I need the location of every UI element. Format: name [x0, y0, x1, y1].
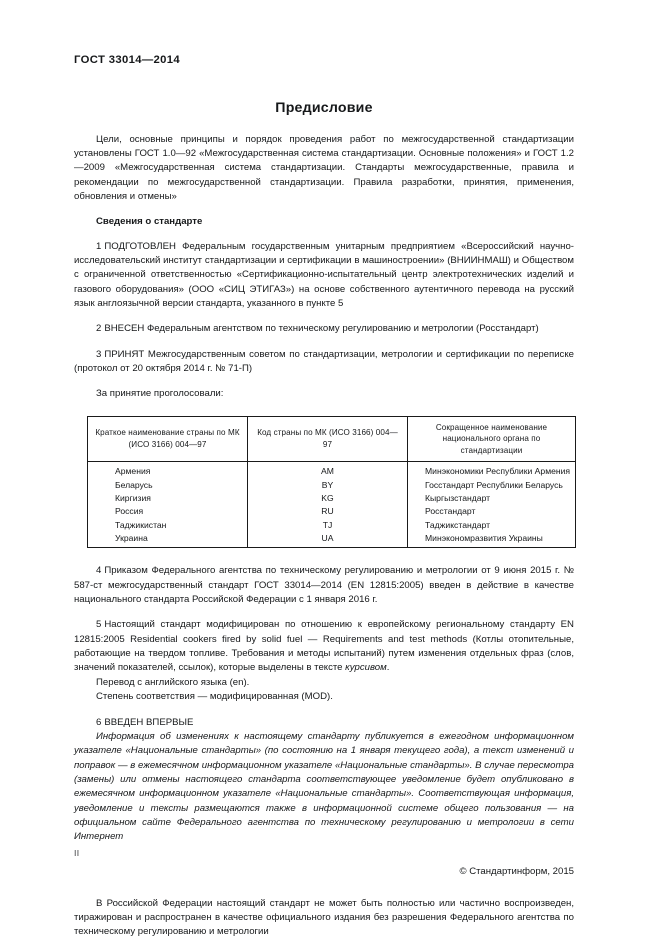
table-row	[88, 518, 576, 531]
clause-2	[74, 322, 574, 336]
cell-code: BY	[248, 478, 408, 491]
page-title: Предисловие	[275, 99, 373, 116]
cell-country: Армения	[88, 461, 248, 478]
clause-5-note-translation: Перевод с английского языка (en).	[96, 676, 250, 688]
cell-code: TJ	[248, 518, 408, 531]
clause-5	[74, 618, 574, 675]
clause-4-text: Приказом Федерального агентства по техническому регулированию и метрологии от 9 июня 2015 г. № 587-ст межгосударственный стандарт ГОСТ 33014—2014 (EN 12815:2005) введен в действие в качестве национального стандарта Российской Федерации с 1 января 2016 г.	[74, 565, 574, 606]
clause-1	[74, 240, 574, 312]
cell-country: Украина	[88, 531, 248, 548]
clause-1-text: ПОДГОТОВЛЕН Федеральным государственным унитарным предприятием «Всероссийский научно-исследовательский институт стандартизации и сертификации в машиностроении» (ВНИИНМАШ) и Обществом с ограниченной ответственностью «Сертификационно-испытательный центр электротехнических изделий и газового оборудования» (ООО «СИЦ ЭТИГАЗ») на основе собственного аутентичного перевода на русский язык англоязычной версии стандарта, указанного в пункте 5	[74, 240, 574, 309]
table-row	[88, 478, 576, 491]
cell-code: AM	[248, 461, 408, 478]
clause-5-italic-term: курсивом	[345, 662, 387, 674]
column-header-body: Сокращенное наименование национального органа по стандартизации	[408, 416, 576, 461]
cell-country: Таджикистан	[88, 518, 248, 531]
table-row	[88, 491, 576, 504]
cell-country: Беларусь	[88, 478, 248, 491]
clause-6-number: 6	[96, 716, 102, 728]
voting-table-body	[88, 461, 576, 548]
clause-6	[74, 716, 574, 730]
cell-body: Минэкономики Республики Армения	[408, 461, 576, 478]
cell-country: Россия	[88, 505, 248, 518]
column-header-country: Краткое наименование страны по МК (ИСО 3166) 004—97	[88, 416, 248, 461]
clause-5-text: Настоящий стандарт модифицирован по отношению к европейскому региональному стандарту EN 12815:2005 Residential cookers fired by solid fuel — Requirements and test methods (Котлы отопительные, работающие на твердом топливе. Требования и методы испытаний) путем изменения отдельных фраз (слов, значений показателей, ссылок), которые выделены в тексте	[74, 619, 574, 674]
clause-2-number: 2	[96, 323, 102, 335]
clause-3-text: ПРИНЯТ Межгосударственным советом по стандартизации, метрологии и сертификации по переписке (протокол от 20 октября 2014 г. № 71-П)	[74, 348, 574, 375]
clause-4	[74, 564, 574, 607]
document-header-standard-number: ГОСТ 33014—2014	[74, 54, 181, 66]
cell-code: UA	[248, 531, 408, 548]
voting-table	[87, 416, 576, 549]
intro-paragraph: Цели, основные принципы и порядок проведения работ по межгосударственной стандартизации установлены ГОСТ 1.0—92 «Межгосударственная система стандартизации. Основные положения» и ГОСТ 1.2—2009 «Межгосударственная система стандартизации. Стандарты межгосударственные, правила и рекомендации по межгосударственной стандартизации. Правила разработки, принятия, применения, обновления и отмены»	[74, 133, 574, 202]
cell-body: Таджикстандарт	[408, 518, 576, 531]
cell-body: Кыргызстандарт	[408, 491, 576, 504]
table-row	[88, 505, 576, 518]
amendment-notice: Информация об изменениях к настоящему стандарту публикуется в ежегодном информационном указателе «Национальные стандарты» (по состоянию на 1 января текущего года), а текст изменений и поправок — в ежемесячном информационном указателе «Национальные стандарты». В случае пересмотра (замены) или отмены настоящего стандарта соответствующее уведомление будет опубликовано в ежемесячном информационном указателе «Национальные стандарты». Соответствующая информация, уведомление и тексты размещаются также в информационной системе общего пользования — на официальном сайте Федерального агентства по техническому регулированию и метрологии в сети Интернет	[74, 730, 574, 843]
cell-code: RU	[248, 505, 408, 518]
clause-6-text: ВВЕДЕН ВПЕРВЫЕ	[104, 716, 194, 728]
clause-5-text-end: .	[386, 662, 390, 674]
table-row	[88, 531, 576, 548]
clause-4-number: 4	[96, 565, 102, 577]
page-number: II	[74, 848, 80, 858]
clause-3	[74, 348, 574, 377]
clause-2-text: ВНЕСЕН Федеральным агентством по техническому регулированию и метрологии (Росстандарт)	[104, 323, 539, 335]
section-heading-standard-info: Сведения о стандарте	[96, 216, 203, 228]
reproduction-restriction: В Российской Федерации настоящий стандарт не может быть полностью или частично воспроизведен, тиражирован и распространен в качестве официального издания без разрешения Федерального агентства по техническому регулированию и метрологии	[74, 897, 574, 938]
clause-5-note-conformity: Степень соответствия — модифицированная (MOD).	[96, 691, 333, 703]
clause-1-number: 1	[96, 240, 102, 252]
clause-3-number: 3	[96, 348, 102, 360]
cell-body: Росстандарт	[408, 505, 576, 518]
column-header-code: Код страны по МК (ИСО 3166) 004—97	[248, 416, 408, 461]
voting-label: За принятие проголосовали:	[96, 388, 224, 400]
clause-5-number: 5	[96, 619, 102, 631]
cell-body: Госстандарт Республики Беларусь	[408, 478, 576, 491]
cell-country: Киргизия	[88, 491, 248, 504]
page-content	[74, 54, 574, 951]
copyright-line: © Стандартинформ, 2015	[459, 865, 574, 877]
table-row	[88, 461, 576, 478]
cell-code: KG	[248, 491, 408, 504]
cell-body: Минэкономразвития Украины	[408, 531, 576, 548]
voting-table-head	[88, 416, 576, 461]
table-header-row	[88, 416, 576, 461]
